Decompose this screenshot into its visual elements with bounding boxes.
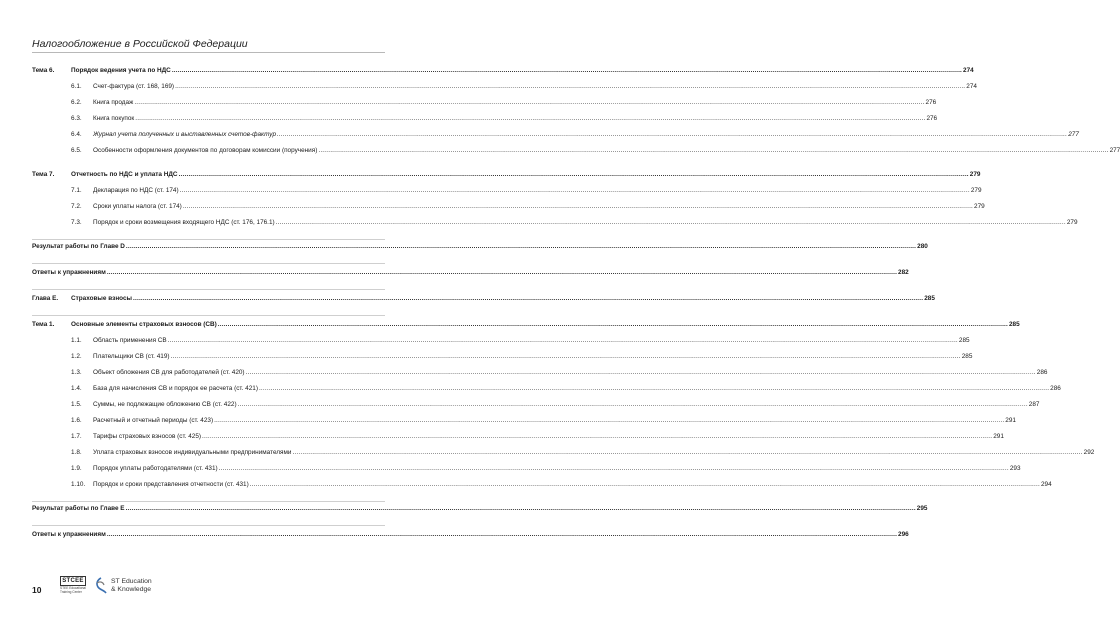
toc-section-number: 1.4. bbox=[71, 385, 82, 392]
toc-separator bbox=[32, 239, 385, 240]
toc-section-number: 1.2. bbox=[71, 353, 82, 360]
toc-leader-dots: ................................................................................................................................................................................................................................................................................................................................................................................................................ bbox=[214, 417, 1005, 424]
toc-entry-title: Плательщики СВ (ст. 419) bbox=[93, 353, 170, 360]
toc-leader-dots: ................................................................................................................................................................................................................................................................................................................................................................................................................ bbox=[258, 385, 1050, 392]
toc-entry bbox=[71, 321, 1020, 329]
stcee-logo bbox=[60, 576, 86, 598]
toc-page-number: 279 bbox=[969, 171, 981, 178]
toc-entry-title: Ответы к упражнениям bbox=[32, 531, 106, 538]
toc-entry bbox=[93, 481, 1052, 489]
toc-entry-title: Порядок ведения учета по НДС bbox=[71, 67, 171, 74]
toc-leader-dots: ................................................................................................................................................................................................................................................................................................................................................................................................................ bbox=[178, 171, 969, 178]
toc-page-number: 291 bbox=[1005, 417, 1016, 424]
toc-leader-dots: ................................................................................................................................................................................................................................................................................................................................................................................................................ bbox=[175, 83, 966, 90]
toc-page-number: 279 bbox=[1066, 219, 1078, 226]
st-education-line1: ST Education bbox=[111, 578, 152, 585]
toc-page-number: 277 bbox=[1068, 131, 1079, 138]
toc-entry-title: Книга продаж bbox=[93, 99, 134, 106]
toc-separator bbox=[32, 501, 385, 502]
toc-section-number: 6.5. bbox=[71, 147, 82, 154]
toc-entry-title: Результат работы по Главе D bbox=[32, 243, 125, 250]
toc-entry bbox=[93, 369, 1048, 377]
toc-section-number: 6.1. bbox=[71, 83, 82, 90]
toc-entry bbox=[93, 353, 973, 361]
toc-entry-title: База для начисления СВ и порядок ее расчета (ст. 421) bbox=[93, 385, 258, 392]
toc-entry bbox=[71, 171, 981, 179]
toc-leader-dots: ................................................................................................................................................................................................................................................................................................................................................................................................................ bbox=[245, 369, 1036, 376]
toc-page-number: 279 bbox=[974, 203, 985, 210]
toc-row bbox=[32, 147, 1120, 155]
toc-leader-dots: ................................................................................................................................................................................................................................................................................................................................................................................................................ bbox=[170, 353, 961, 360]
stcee-logo-text: STCEE bbox=[60, 576, 86, 586]
toc-entry bbox=[93, 401, 1040, 409]
header-rule bbox=[32, 52, 385, 53]
toc-page-number: 286 bbox=[1036, 369, 1048, 376]
toc-entry-title: Особенности оформления документов по договорам комиссии (поручения) bbox=[93, 147, 318, 154]
toc-chapter-number: Тема 7. bbox=[32, 171, 55, 178]
toc-section-number: 1.3. bbox=[71, 369, 82, 376]
toc-page-number: 286 bbox=[1050, 385, 1061, 392]
toc-leader-dots: ................................................................................................................................................................................................................................................................................................................................................................................................................ bbox=[275, 219, 1066, 226]
st-education-line2: & Knowledge bbox=[111, 586, 152, 593]
toc-row bbox=[32, 243, 928, 251]
toc-section-number: 6.4. bbox=[71, 131, 82, 138]
toc-leader-dots: ................................................................................................................................................................................................................................................................................................................................................................................................................ bbox=[218, 465, 1009, 472]
toc-row bbox=[32, 219, 1078, 227]
toc-entry bbox=[32, 531, 909, 539]
toc-section-number: 6.2. bbox=[71, 99, 82, 106]
st-education-mark-icon bbox=[94, 577, 108, 595]
toc-page-number: 295 bbox=[916, 505, 928, 512]
toc-leader-dots: ................................................................................................................................................................................................................................................................................................................................................................................................................ bbox=[277, 131, 1068, 138]
toc-entry-title: Тарифы страховых взносов (ст. 425) bbox=[93, 433, 201, 440]
toc-leader-dots: ................................................................................................................................................................................................................................................................................................................................................................................................................ bbox=[182, 203, 974, 210]
toc-entry bbox=[93, 115, 938, 123]
toc-row bbox=[32, 67, 974, 75]
toc-entry bbox=[93, 433, 1004, 441]
toc-leader-dots: ................................................................................................................................................................................................................................................................................................................................................................................................................ bbox=[135, 115, 926, 122]
toc-entry bbox=[93, 219, 1078, 227]
toc-leader-dots: ................................................................................................................................................................................................................................................................................................................................................................................................................ bbox=[318, 147, 1109, 154]
toc-page-number: 274 bbox=[966, 83, 977, 90]
toc-page-number: 277 bbox=[1109, 147, 1120, 154]
toc-entry bbox=[93, 449, 1095, 457]
toc-leader-dots: ................................................................................................................................................................................................................................................................................................................................................................................................................ bbox=[217, 321, 1008, 328]
toc-page-number: 282 bbox=[898, 269, 909, 276]
toc-section-number: 1.8. bbox=[71, 449, 82, 456]
toc-entry bbox=[93, 417, 1016, 425]
toc-page-number: 287 bbox=[1028, 401, 1040, 408]
toc-section-number: 7.1. bbox=[71, 187, 82, 194]
toc-entry bbox=[71, 295, 935, 303]
toc-entry bbox=[32, 505, 928, 513]
toc-page-number: 292 bbox=[1083, 449, 1095, 456]
toc-entry-title: Ответы к упражнениям bbox=[32, 269, 106, 276]
toc-leader-dots: ................................................................................................................................................................................................................................................................................................................................................................................................................ bbox=[179, 187, 970, 194]
toc-chapter-number: Тема 1. bbox=[32, 321, 55, 328]
toc-row bbox=[32, 203, 985, 211]
toc-row bbox=[32, 353, 973, 361]
toc-page-number: 285 bbox=[1009, 321, 1020, 328]
toc-row bbox=[32, 83, 977, 91]
toc-separator bbox=[32, 315, 385, 316]
toc-leader-dots: ................................................................................................................................................................................................................................................................................................................................................................................................................ bbox=[125, 505, 916, 512]
toc-page-number: 285 bbox=[924, 295, 935, 302]
toc-page-number: 285 bbox=[958, 337, 970, 344]
toc-row bbox=[32, 531, 909, 539]
toc-entry bbox=[93, 203, 985, 211]
toc-leader-dots: ................................................................................................................................................................................................................................................................................................................................................................................................................ bbox=[292, 449, 1083, 456]
toc-entry bbox=[93, 131, 1079, 139]
toc-row bbox=[32, 321, 1020, 329]
toc-entry-title: Расчетный и отчетный периоды (ст. 423) bbox=[93, 417, 214, 424]
toc-entry-title: Журнал учета полученных и выставленных счетов-фактур bbox=[93, 131, 277, 138]
toc-entry-title: Страховые взносы bbox=[71, 295, 133, 302]
toc-entry bbox=[93, 337, 970, 345]
toc-row bbox=[32, 449, 1095, 457]
toc-section-number: 1.9. bbox=[71, 465, 82, 472]
toc-entry bbox=[93, 83, 977, 91]
toc-entry bbox=[32, 243, 928, 251]
stcee-logo-subtitle: STEE Educational Training Center bbox=[60, 586, 86, 594]
toc-entry-title: Результат работы по Главе E bbox=[32, 505, 125, 512]
toc-leader-dots: ................................................................................................................................................................................................................................................................................................................................................................................................................ bbox=[125, 243, 917, 250]
toc-row bbox=[32, 269, 909, 277]
toc-row bbox=[32, 401, 1040, 409]
toc-section-number: 1.1. bbox=[71, 337, 82, 344]
toc-entry-title: Книга покупок bbox=[93, 115, 135, 122]
toc-leader-dots: ................................................................................................................................................................................................................................................................................................................................................................................................................ bbox=[171, 67, 963, 74]
toc-page-number: 291 bbox=[993, 433, 1004, 440]
toc-entry-title: Порядок и сроки представления отчетности (ст. 431) bbox=[93, 481, 249, 488]
page-number: 10 bbox=[32, 585, 42, 595]
toc-section-number: 1.10. bbox=[71, 481, 86, 488]
toc-row bbox=[32, 417, 1016, 425]
toc-entry bbox=[32, 269, 909, 277]
toc-leader-dots: ................................................................................................................................................................................................................................................................................................................................................................................................................ bbox=[106, 269, 898, 276]
toc-row bbox=[32, 171, 981, 179]
toc-row bbox=[32, 481, 1052, 489]
toc-row bbox=[32, 295, 935, 303]
toc-row bbox=[32, 465, 1021, 473]
toc-page-number: 296 bbox=[898, 531, 909, 538]
toc-page-number: 285 bbox=[961, 353, 973, 360]
toc-row bbox=[32, 369, 1048, 377]
toc-section-number: 7.2. bbox=[71, 203, 82, 210]
toc-entry bbox=[93, 99, 937, 107]
toc-entry bbox=[93, 465, 1021, 473]
toc-page-number: 294 bbox=[1040, 481, 1052, 488]
toc-section-number: 1.7. bbox=[71, 433, 82, 440]
toc-entry-title: Отчетность по НДС и уплата НДС bbox=[71, 171, 178, 178]
toc-row bbox=[32, 99, 937, 107]
toc-leader-dots: ................................................................................................................................................................................................................................................................................................................................................................................................................ bbox=[133, 295, 924, 302]
toc-row bbox=[32, 433, 1004, 441]
toc-separator bbox=[32, 525, 385, 526]
st-education-logo bbox=[94, 577, 152, 595]
toc-section-number: 1.5. bbox=[71, 401, 82, 408]
toc-entry bbox=[93, 147, 1120, 155]
toc-leader-dots: ................................................................................................................................................................................................................................................................................................................................................................................................................ bbox=[167, 337, 958, 344]
toc-entry bbox=[71, 67, 974, 75]
toc-leader-dots: ................................................................................................................................................................................................................................................................................................................................................................................................................ bbox=[202, 433, 993, 440]
toc-row bbox=[32, 187, 982, 195]
toc-row bbox=[32, 131, 1079, 139]
toc-section-number: 6.3. bbox=[71, 115, 82, 122]
toc-page-number: 276 bbox=[926, 115, 938, 122]
toc-row bbox=[32, 115, 938, 123]
toc-leader-dots: ................................................................................................................................................................................................................................................................................................................................................................................................................ bbox=[249, 481, 1040, 488]
toc-entry-title: Основные элементы страховых взносов (СВ) bbox=[71, 321, 217, 328]
toc-page-number: 280 bbox=[917, 243, 928, 250]
toc-entry-title: Суммы, не подлежащие обложению СВ (ст. 422) bbox=[93, 401, 237, 408]
toc-entry-title: Объект обложения СВ для работодателей (ст. 420) bbox=[93, 369, 245, 376]
toc-leader-dots: ................................................................................................................................................................................................................................................................................................................................................................................................................ bbox=[134, 99, 925, 106]
toc-row bbox=[32, 505, 928, 513]
toc-separator bbox=[32, 263, 385, 264]
toc-chapter-number: Глава E. bbox=[32, 295, 59, 302]
toc-row bbox=[32, 337, 970, 345]
toc-entry-title: Уплата страховых взносов индивидуальными предпринимателями bbox=[93, 449, 292, 456]
toc-page-number: 293 bbox=[1009, 465, 1021, 472]
toc-separator bbox=[32, 289, 385, 290]
running-header: Налогообложение в Российской Федерации bbox=[32, 38, 248, 50]
toc-entry bbox=[93, 385, 1061, 393]
toc-entry-title: Порядок и сроки возмещения входящего НДС (ст. 176, 176.1) bbox=[93, 219, 275, 226]
toc-page-number: 279 bbox=[970, 187, 982, 194]
toc-entry bbox=[93, 187, 982, 195]
toc-page-number: 274 bbox=[963, 67, 974, 74]
toc-leader-dots: ................................................................................................................................................................................................................................................................................................................................................................................................................ bbox=[237, 401, 1028, 408]
toc-entry-title: Декларация по НДС (ст. 174) bbox=[93, 187, 179, 194]
toc-entry-title: Счет-фактура (ст. 168, 169) bbox=[93, 83, 175, 90]
toc-page-number: 276 bbox=[925, 99, 937, 106]
toc-section-number: 7.3. bbox=[71, 219, 82, 226]
toc-entry-title: Порядок уплаты работодателями (ст. 431) bbox=[93, 465, 218, 472]
toc-row bbox=[32, 385, 1061, 393]
toc-section-number: 1.6. bbox=[71, 417, 82, 424]
toc-entry-title: Сроки уплаты налога (ст. 174) bbox=[93, 203, 182, 210]
toc-chapter-number: Тема 6. bbox=[32, 67, 55, 74]
toc-entry-title: Область применения СВ bbox=[93, 337, 167, 344]
toc-leader-dots: ................................................................................................................................................................................................................................................................................................................................................................................................................ bbox=[106, 531, 898, 538]
